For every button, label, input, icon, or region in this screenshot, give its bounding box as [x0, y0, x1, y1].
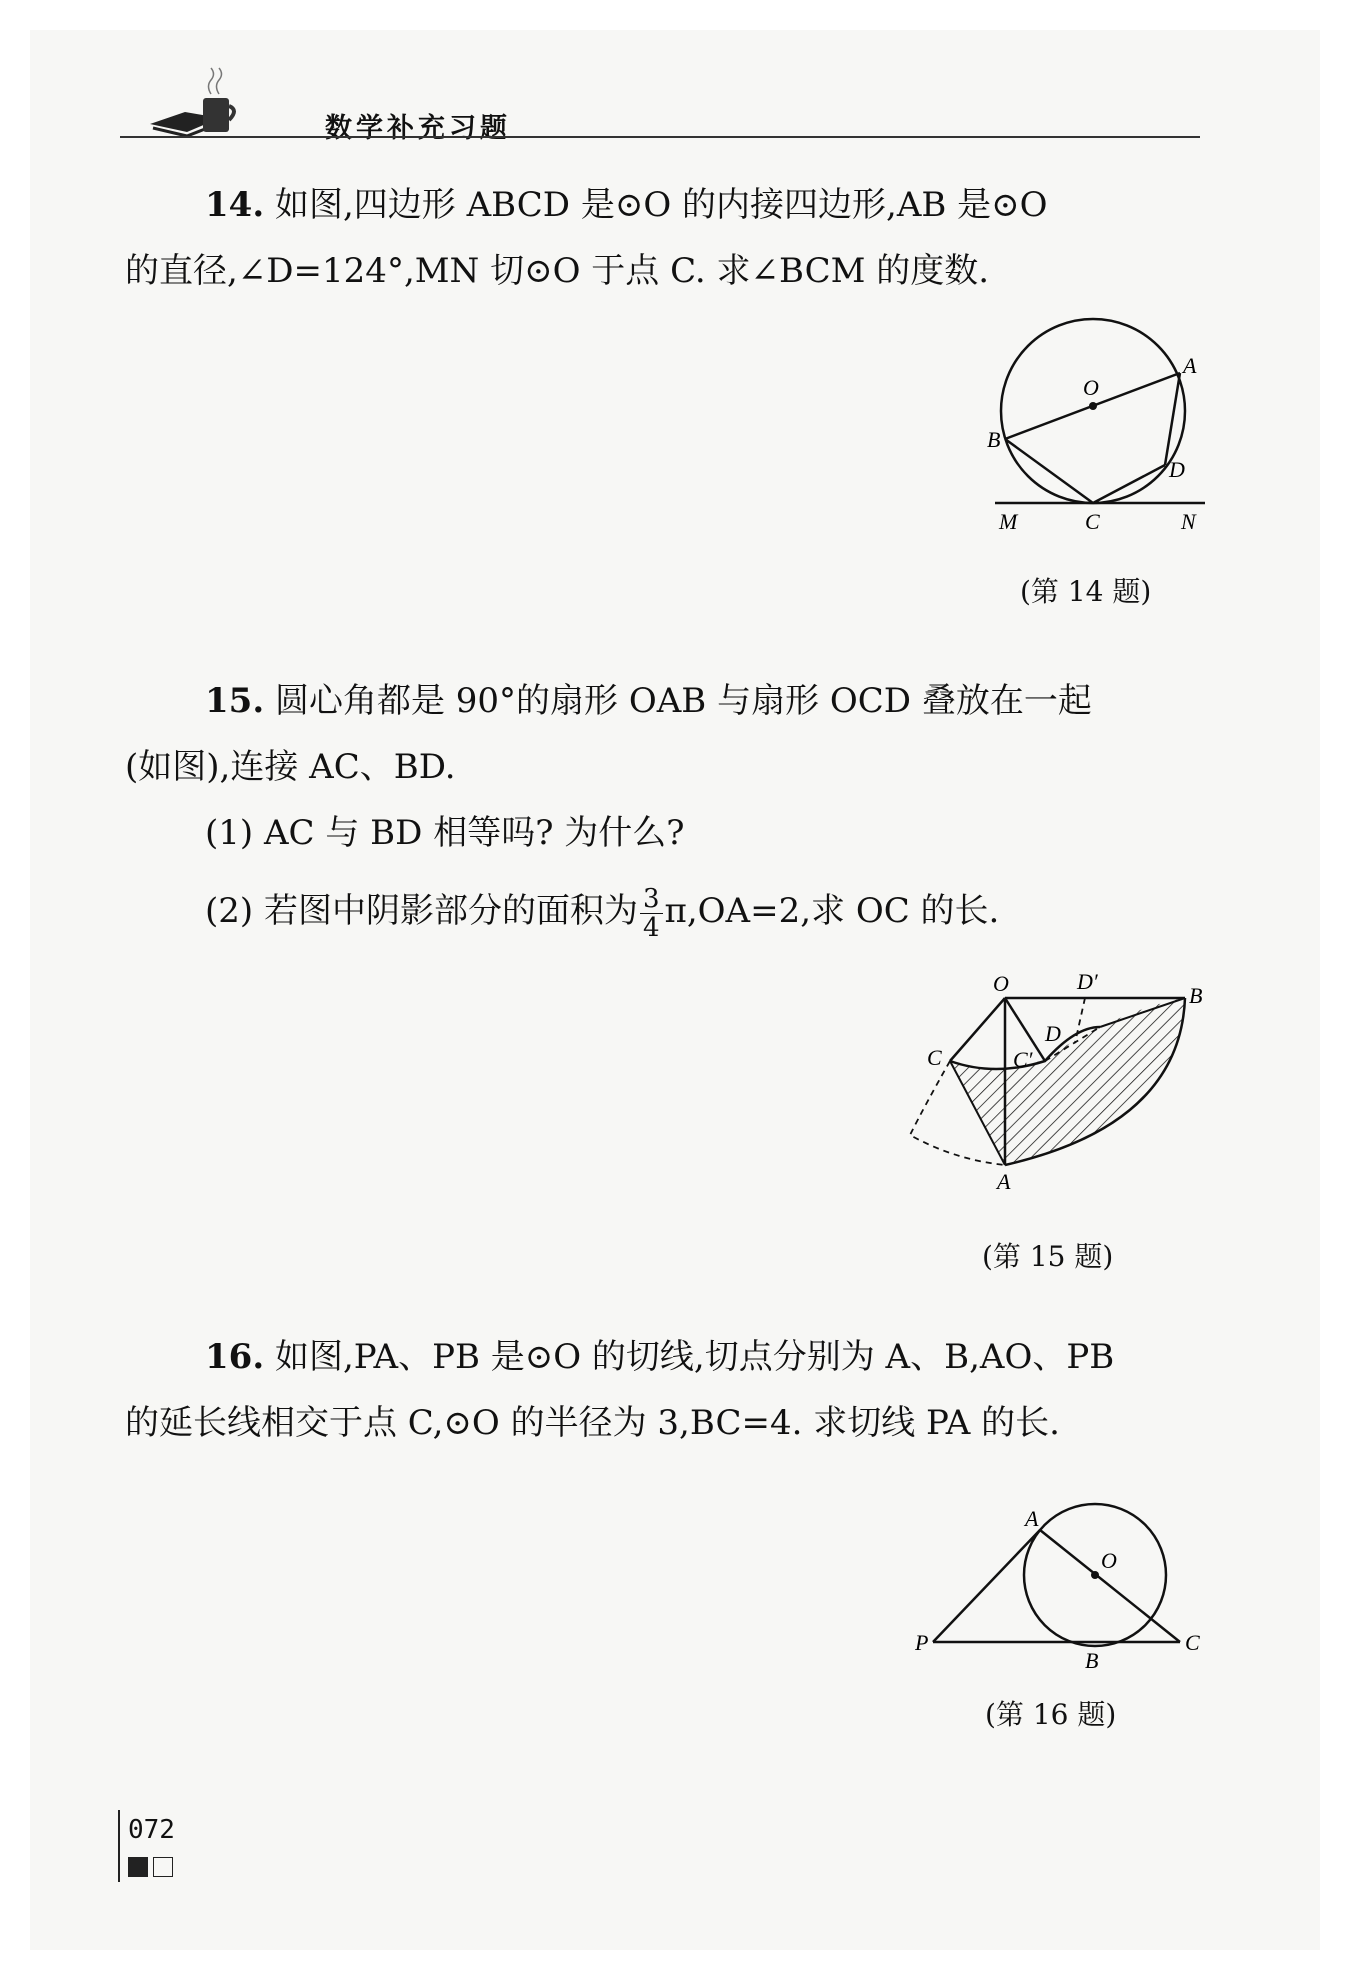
problem-text-line: 如图,四边形 ABCD 是⊙O 的内接四边形,AB 是⊙O [274, 185, 1048, 225]
svg-text:M: M [999, 509, 1018, 534]
problem-part-2: (2) 若图中阴影部分的面积为 $\frac{3}{4}$ π,OA=2,求 OC 的长. [205, 883, 1000, 943]
figure-14 [985, 315, 1215, 545]
problem-number: 16. [205, 1337, 265, 1377]
problem-text-line: 的直径,∠D=124°,MN 切⊙O 于点 C. 求∠BCM 的度数. [125, 251, 990, 291]
svg-text:D: D [1169, 457, 1185, 482]
page-header [95, 48, 1205, 148]
figure-16-caption: (第 16 题) [985, 1698, 1117, 1731]
svg-text:C: C [927, 1045, 942, 1070]
figure-15-caption: (第 15 题) [982, 1240, 1114, 1273]
svg-text:P: P [915, 1630, 929, 1655]
svg-text:N: N [1181, 509, 1196, 534]
svg-text:C: C [1085, 509, 1100, 534]
svg-text:A: A [997, 1169, 1011, 1194]
svg-text:C′: C′ [1013, 1047, 1033, 1072]
svg-text:A: A [1025, 1506, 1039, 1531]
svg-text:O: O [993, 971, 1009, 996]
svg-text:B: B [1189, 983, 1203, 1008]
filled-square-icon [128, 1857, 148, 1877]
problem-14 [125, 172, 1205, 304]
svg-text:A: A [1183, 353, 1197, 378]
problem-text-line: (如图),连接 AC、BD. [125, 747, 456, 787]
header-divider [120, 136, 1200, 138]
svg-text:C: C [1185, 1630, 1200, 1655]
svg-text:O: O [1083, 375, 1099, 400]
problem-16 [125, 1324, 1205, 1456]
problem-text-line: 的延长线相交于点 C,⊙O 的半径为 3,BC=4. 求切线 PA 的长. [125, 1403, 1060, 1443]
problem-text-line: 如图,PA、PB 是⊙O 的切线,切点分别为 A、B,AO、PB [274, 1337, 1115, 1377]
figure-14-caption: (第 14 题) [1020, 575, 1152, 608]
problem-text-line: 圆心角都是 90°的扇形 OAB 与扇形 OCD 叠放在一起 [274, 681, 1092, 721]
svg-text:D: D [1045, 1021, 1061, 1046]
svg-text:B: B [1085, 1648, 1099, 1670]
figure-15 [905, 965, 1215, 1200]
svg-text:B: B [987, 427, 1001, 452]
problem-part-1: (1) AC 与 BD 相等吗? 为什么? [205, 813, 685, 853]
problem-15 [125, 668, 1205, 944]
svg-text:D′: D′ [1077, 969, 1098, 994]
footer-bar [118, 1810, 120, 1882]
figure-16 [915, 1490, 1215, 1670]
svg-text:O: O [1101, 1548, 1117, 1573]
book-and-cup-icon [145, 66, 245, 146]
page-number: 072 [128, 1815, 175, 1845]
problem-number: 15. [205, 681, 265, 721]
header-title: 数学补充习题 [325, 113, 511, 144]
empty-square-icon [153, 1857, 173, 1877]
fraction: $\frac{3}{4}$ [640, 885, 663, 942]
problem-number: 14. [205, 185, 265, 225]
